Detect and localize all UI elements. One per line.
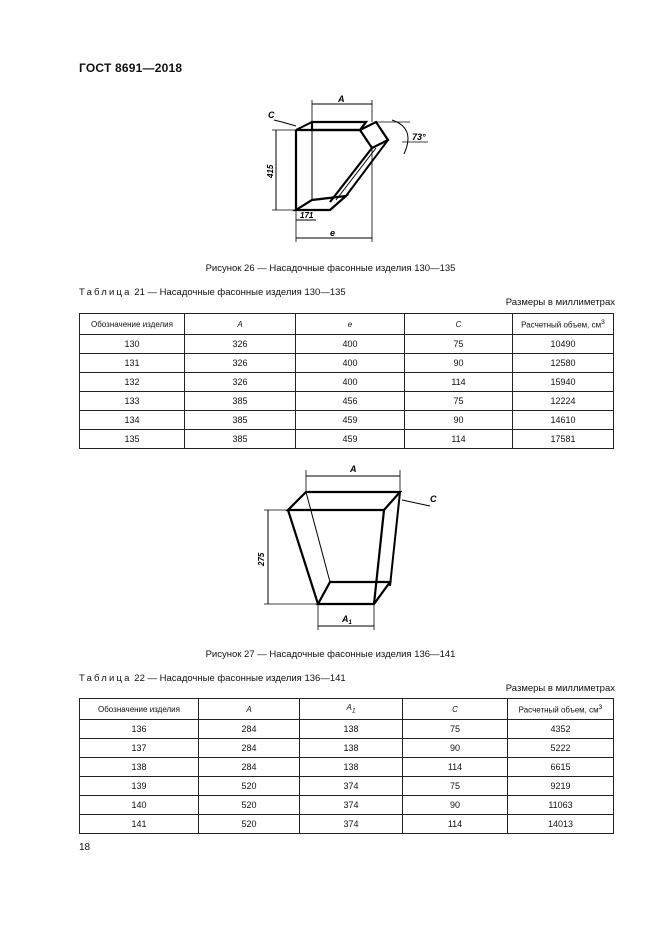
- table-row: [80, 411, 614, 430]
- table-cell: 6615: [508, 758, 614, 777]
- table-cell: 75: [405, 392, 513, 411]
- table-row: [80, 335, 614, 354]
- table-22: [79, 698, 614, 834]
- table-cell: 326: [185, 354, 296, 373]
- fig26-label-171: 171: [300, 211, 314, 220]
- table-cell: 12224: [513, 392, 614, 411]
- table-row: [80, 796, 614, 815]
- col-designation: Обозначение изделия: [80, 699, 199, 720]
- table-cell: 135: [80, 430, 185, 449]
- table-22-units: Размеры в миллиметрах: [505, 683, 615, 694]
- table-cell: 75: [403, 720, 508, 739]
- table-cell: 138: [300, 739, 403, 758]
- table-cell: 385: [185, 411, 296, 430]
- table-row: [80, 392, 614, 411]
- fig26-bottom-face: [296, 196, 346, 210]
- table-row: [80, 430, 614, 449]
- figure-26-caption: Рисунок 26 — Насадочные фасонные изделия 130—135: [205, 263, 456, 274]
- fig27-bottom-face: [318, 582, 390, 604]
- table-cell: 134: [80, 411, 185, 430]
- table-row: [80, 354, 614, 373]
- table-cell: 520: [199, 777, 300, 796]
- fig26-label-angle: 73°: [412, 132, 426, 142]
- table-cell: 520: [199, 796, 300, 815]
- table-cell: 140: [80, 796, 199, 815]
- table-cell: 520: [199, 815, 300, 834]
- fig27-label-275: 275: [257, 552, 266, 566]
- table-cell: 456: [296, 392, 405, 411]
- table-cell: 400: [296, 373, 405, 392]
- figure-27-drawing: [250, 458, 450, 638]
- table-cell: 138: [80, 758, 199, 777]
- table-cell: 14013: [508, 815, 614, 834]
- table-21-caption: Таблица 21 — Насадочные фасонные изделия 130—135: [79, 287, 346, 298]
- table-cell: 114: [403, 815, 508, 834]
- figure-26-drawing: [260, 92, 440, 252]
- table-cell: 75: [405, 335, 513, 354]
- table-cell: 90: [403, 739, 508, 758]
- col-c: C: [403, 699, 508, 720]
- table-cell: 131: [80, 354, 185, 373]
- fig27-label-a: A: [350, 464, 357, 474]
- table-cell: 385: [185, 392, 296, 411]
- table-cell: 284: [199, 758, 300, 777]
- fig26-label-c: C: [268, 110, 275, 120]
- table-21: [79, 313, 614, 449]
- fig26-label-415: 415: [266, 164, 275, 178]
- figure-27-caption: Рисунок 27 — Насадочные фасонные изделия 136—141: [205, 649, 456, 660]
- table-cell: 4352: [508, 720, 614, 739]
- table-cell: 385: [185, 430, 296, 449]
- table-cell: 400: [296, 335, 405, 354]
- table-cell: 90: [405, 411, 513, 430]
- table-22-caption: Таблица 22 — Насадочные фасонные изделия 136—141: [79, 673, 346, 684]
- table-row: [80, 777, 614, 796]
- fig26-top-face: [312, 122, 366, 130]
- col-volume: Расчетный объем, $см^3$: [508, 699, 614, 720]
- col-designation: Обозначение изделия: [80, 314, 185, 335]
- col-a: A: [185, 314, 296, 335]
- table-cell: 90: [405, 354, 513, 373]
- table-cell: 459: [296, 430, 405, 449]
- table-cell: 374: [300, 777, 403, 796]
- table-cell: 14610: [513, 411, 614, 430]
- col-c: C: [405, 314, 513, 335]
- table-cell: 137: [80, 739, 199, 758]
- table-cell: 374: [300, 796, 403, 815]
- table-cell: 5222: [508, 739, 614, 758]
- fig26-label-e: e: [330, 228, 336, 238]
- table-cell: 15940: [513, 373, 614, 392]
- col-e: e: [296, 314, 405, 335]
- table-cell: 114: [405, 373, 513, 392]
- table-cell: 138: [300, 758, 403, 777]
- table-row: [80, 758, 614, 777]
- fig27-label-a1: $A_1$: [342, 614, 352, 626]
- table-cell: 132: [80, 373, 185, 392]
- table-cell: 138: [300, 720, 403, 739]
- table-row: [80, 815, 614, 834]
- table-row: [80, 373, 614, 392]
- document-header: ГОСТ 8691—2018: [79, 61, 183, 75]
- fig27-top-face: [288, 492, 400, 510]
- table-cell: 133: [80, 392, 185, 411]
- table-cell: 139: [80, 777, 199, 796]
- table-cell: 9219: [508, 777, 614, 796]
- table-cell: 400: [296, 354, 405, 373]
- fig27-label-c: C: [430, 494, 437, 504]
- table-cell: 141: [80, 815, 199, 834]
- table-cell: 114: [405, 430, 513, 449]
- table-cell: 284: [199, 720, 300, 739]
- table-cell: 130: [80, 335, 185, 354]
- page-number: 18: [79, 842, 91, 853]
- col-a: A: [199, 699, 300, 720]
- table-cell: 459: [296, 411, 405, 430]
- table-cell: 17581: [513, 430, 614, 449]
- table-cell: 12580: [513, 354, 614, 373]
- table-row: [80, 739, 614, 758]
- table-cell: 90: [403, 796, 508, 815]
- table-cell: 75: [403, 777, 508, 796]
- table-cell: 326: [185, 335, 296, 354]
- table-cell: 374: [300, 815, 403, 834]
- table-cell: 136: [80, 720, 199, 739]
- table-21-units: Размеры в миллиметрах: [505, 297, 615, 308]
- table-cell: 114: [403, 758, 508, 777]
- table-cell: 11063: [508, 796, 614, 815]
- table-cell: 10490: [513, 335, 614, 354]
- table-cell: 284: [199, 739, 300, 758]
- table-row: [80, 720, 614, 739]
- col-a1: $A_1$: [300, 699, 403, 720]
- fig26-label-a: A: [338, 94, 345, 104]
- col-volume: Расчетный объем, $см^3$: [513, 314, 614, 335]
- table-cell: 326: [185, 373, 296, 392]
